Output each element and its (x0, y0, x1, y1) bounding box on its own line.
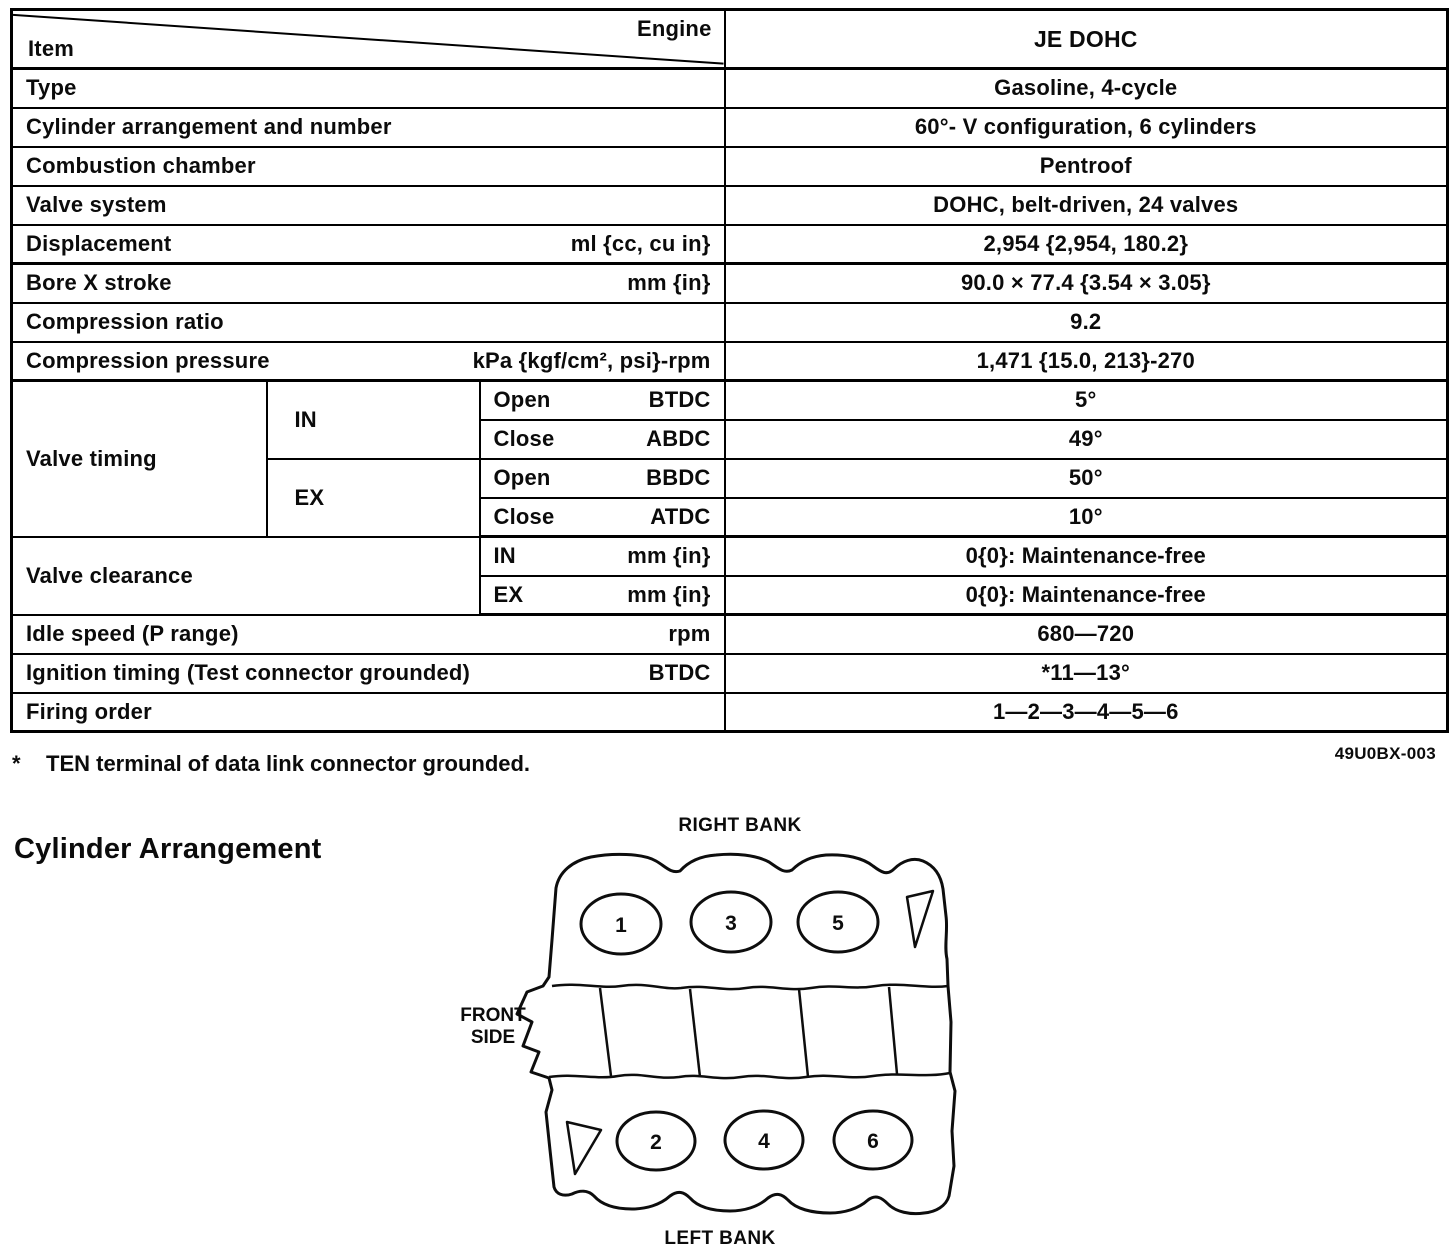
footnote-asterisk: * (12, 751, 21, 776)
row-value: 90.0 × 77.4 {3.54 × 3.05} (725, 264, 1448, 303)
engine-header-label: Engine (636, 16, 712, 41)
side-label: IN (493, 543, 516, 569)
row-label: Displacement (26, 230, 172, 256)
row-value: 0{0}: Maintenance-free (725, 537, 1448, 576)
side-label: EX (493, 581, 524, 607)
cylinder-2-number: 2 (650, 1131, 662, 1154)
valley-line (799, 989, 808, 1077)
event-label: Close (493, 503, 555, 529)
row-label: Valve clearance (26, 562, 193, 588)
cylinder-6-number: 6 (867, 1130, 879, 1153)
row-label: Compression pressure (26, 347, 270, 373)
row-value: 2,954 {2,954, 180.2} (725, 225, 1448, 264)
event-ref: ABDC (646, 426, 711, 451)
valley-line (600, 988, 611, 1076)
engine-name-cell: JE DOHC (725, 10, 1448, 69)
row-value: 49° (725, 420, 1448, 459)
row-value: 1,471 {15.0, 213}-270 (725, 342, 1448, 381)
bottom-bank-upper-edge (549, 1073, 950, 1078)
row-value: Gasoline, 4-cycle (725, 69, 1448, 108)
top-right-wedge (907, 891, 933, 947)
front-side-label (448, 1005, 538, 1050)
valve-timing-in-cell: IN (267, 381, 480, 459)
row-value: DOHC, belt-driven, 24 valves (725, 186, 1448, 225)
row-value: 1—2—3—4—5—6 (725, 693, 1448, 732)
row-label: Compression ratio (26, 309, 224, 334)
row-value: Pentroof (725, 147, 1448, 186)
left-bank-label: LEFT BANK (664, 1228, 776, 1249)
row-label: Type (26, 75, 77, 101)
cylinder-1-number: 1 (615, 914, 627, 937)
row-value: 0{0}: Maintenance-free (725, 576, 1448, 615)
event-ref: BTDC (648, 387, 711, 413)
row-value: 60°- V configuration, 6 cylinders (725, 108, 1448, 147)
valve-timing-ex-cell: EX (267, 459, 480, 537)
row-label: Idle speed (P range) (26, 621, 239, 647)
row-label: Cylinder arrangement and number (26, 114, 392, 139)
cylinder-4-number: 4 (758, 1130, 770, 1153)
event-label: Open (493, 465, 551, 490)
right-bank-label: RIGHT BANK (678, 815, 802, 836)
event-label: Open (493, 387, 551, 413)
row-value: 5° (725, 381, 1448, 420)
row-unit: rpm (668, 621, 711, 647)
side-unit: mm {in} (627, 581, 711, 607)
footnote-text: TEN terminal of data link connector grounded. (46, 751, 531, 776)
row-value: 50° (725, 459, 1448, 498)
front-side-line2: SIDE (470, 1027, 516, 1049)
row-value: 10° (725, 498, 1448, 537)
valley-line (889, 987, 897, 1074)
row-value: *11—13° (725, 654, 1448, 693)
row-unit: mm {in} (627, 270, 711, 296)
cylinder-3-number: 3 (725, 912, 737, 935)
row-value: 680—720 (725, 615, 1448, 654)
event-ref: ATDC (650, 503, 711, 529)
section-title: Cylinder Arrangement (14, 833, 322, 865)
row-label: Valve timing (26, 445, 157, 471)
row-label: Combustion chamber (26, 153, 256, 178)
row-label: Valve system (26, 192, 167, 217)
side-unit: mm {in} (627, 543, 711, 569)
row-label: Firing order (26, 698, 152, 724)
event-label: Close (493, 426, 555, 451)
row-unit: kPa {kgf/cm², psi}-rpm (472, 347, 711, 373)
figure-reference-code: 49U0BX-003 (1334, 744, 1436, 763)
row-unit: ml {cc, cu in} (570, 230, 711, 256)
row-label: Ignition timing (Test connector grounded) (26, 660, 471, 685)
event-ref: BBDC (646, 465, 711, 490)
row-label: Bore X stroke (26, 270, 172, 296)
bottom-left-wedge (567, 1122, 601, 1174)
row-value: 9.2 (725, 303, 1448, 342)
front-side-line1: FRONT (460, 1005, 526, 1026)
row-unit: BTDC (648, 660, 711, 685)
item-header-label: Item (28, 36, 75, 61)
cylinder-5-number: 5 (832, 912, 844, 935)
valley-line (690, 989, 700, 1077)
